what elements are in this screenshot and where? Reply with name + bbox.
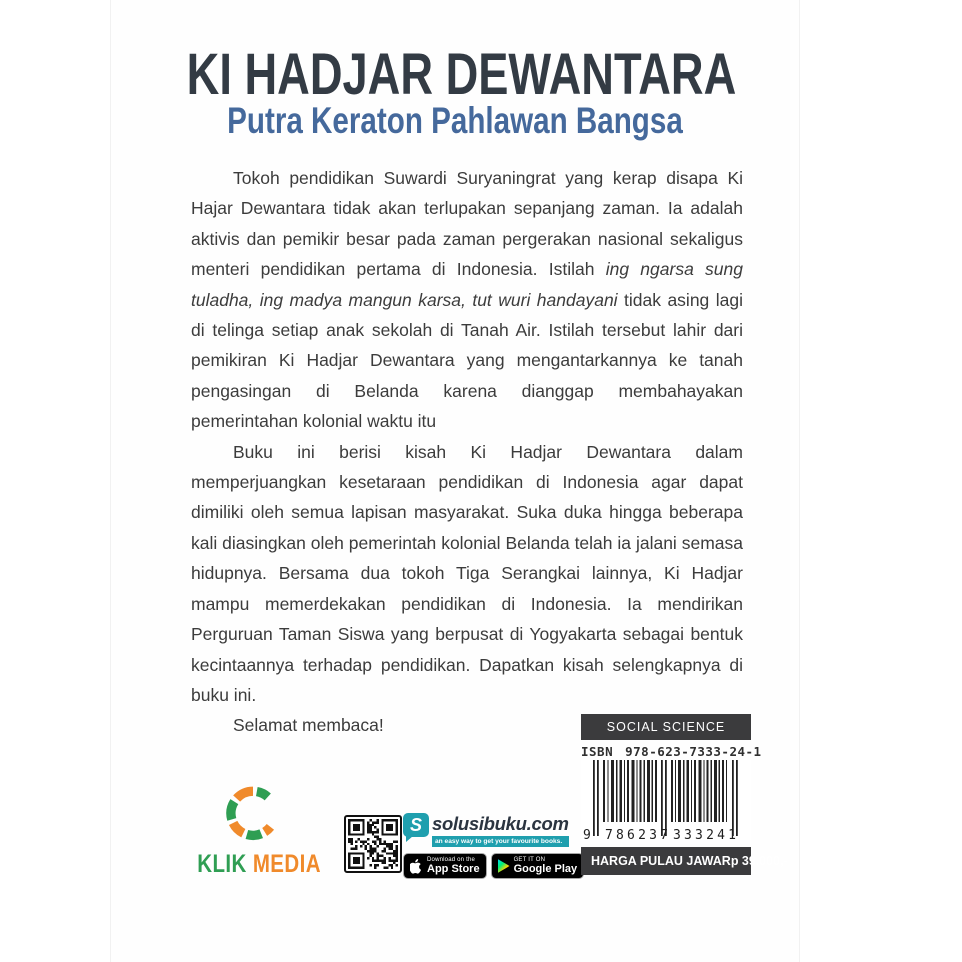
synopsis-p1-pre: Tokoh pendidikan Suwardi Suryaningrat yang kerap disapa Ki Hajar Dewantara tidak akan terlupakan sepanjang zaman. Ia adalah aktivis dan pemikir besar pada zaman pergerakan nasional sekaligus menteri pendidikan pertama di Indonesia. Istilah bbox=[191, 168, 743, 280]
book-back-cover bbox=[110, 0, 800, 962]
publisher-name bbox=[197, 850, 321, 879]
publisher-name-media: MEDIA bbox=[252, 850, 321, 878]
price-value: Rp 39.000,- bbox=[721, 854, 788, 868]
solusibuku-icon-letter: S bbox=[409, 815, 422, 835]
apple-icon bbox=[410, 859, 423, 874]
google-play-badge-bottom-text: Google Play bbox=[513, 863, 578, 875]
google-play-badge bbox=[491, 853, 585, 879]
solusibuku-block bbox=[403, 813, 578, 879]
synopsis-p1-italic-phrase: ing ngarsa sung tuladha, ing madya mangun karsa, tut wuri handayani bbox=[191, 259, 743, 310]
qr-code-pattern bbox=[348, 819, 398, 869]
isbn-label: ISBN 978-623-7333-24-1 bbox=[581, 744, 762, 759]
price-badge bbox=[581, 847, 788, 875]
publisher-name-klik: KLIK bbox=[197, 850, 247, 878]
klik-media-c-icon bbox=[225, 784, 281, 846]
app-store-badge-bottom-text: App Store bbox=[427, 863, 480, 875]
category-badge: SOCIAL SCIENCE bbox=[581, 714, 751, 740]
google-play-icon bbox=[498, 859, 510, 873]
synopsis-paragraph-2: Buku ini berisi kisah Ki Hadjar Dewantara dalam memperjuangkan kesetaraan pendidikan di Indonesia agar dapat dimiliki oleh semua lapisan masyarakat. Suka duka hingga beberapa kali diasingkan oleh pemerintah kolonial Belanda telah ia jalani semasa hidupnya. Bersama dua tokoh Tiga Serangkai lainnya, Ki Hadjar mampu memerdekakan pendidikan di Indonesia. Ia mendirikan Perguruan Taman Siswa yang berpusat di Yogyakarta sebagai bentuk kecintaannya terhadap pendidikan. Dapatkan kisah selengkapnya di buku ini. bbox=[191, 441, 743, 705]
book-title: KI HADJAR DEWANTARA bbox=[186, 42, 737, 107]
barcode-digits-right: 333241 bbox=[673, 828, 740, 843]
synopsis-p1-post: tidak asing lagi di telinga setiap anak sekolah di Tanah Air. Istilah tersebut lahir dari pemikiran Ki Hadjar Dewantara yang mengantarkannya ke tanah pengasingan di Belanda karena dianggap membahayakan pemerintahan kolonial waktu itu bbox=[191, 289, 743, 432]
solusibuku-tagline: an easy way to get your favourite books. bbox=[432, 836, 569, 847]
solusibuku-icon bbox=[403, 813, 429, 837]
app-store-badge bbox=[403, 853, 487, 879]
app-store-badge-top-text: Download on the bbox=[427, 857, 476, 863]
qr-code bbox=[344, 815, 402, 873]
synopsis-closing: Selamat membaca! bbox=[233, 715, 384, 736]
synopsis bbox=[191, 163, 743, 741]
book-subtitle: Putra Keraton Pahlawan Bangsa bbox=[227, 100, 683, 141]
synopsis-paragraph-1 bbox=[191, 163, 743, 437]
barcode-block bbox=[581, 714, 788, 875]
ean13-barcode bbox=[581, 760, 751, 844]
barcode-digit-left: 9 bbox=[583, 828, 591, 843]
barcode-digits-mid: 786237 bbox=[605, 828, 672, 843]
price-label: HARGA PULAU JAWA bbox=[591, 854, 722, 868]
solusibuku-domain: solusibuku.com bbox=[432, 813, 569, 834]
publisher-logo-block bbox=[185, 784, 321, 879]
google-play-badge-top-text: GET IT ON bbox=[513, 857, 546, 863]
